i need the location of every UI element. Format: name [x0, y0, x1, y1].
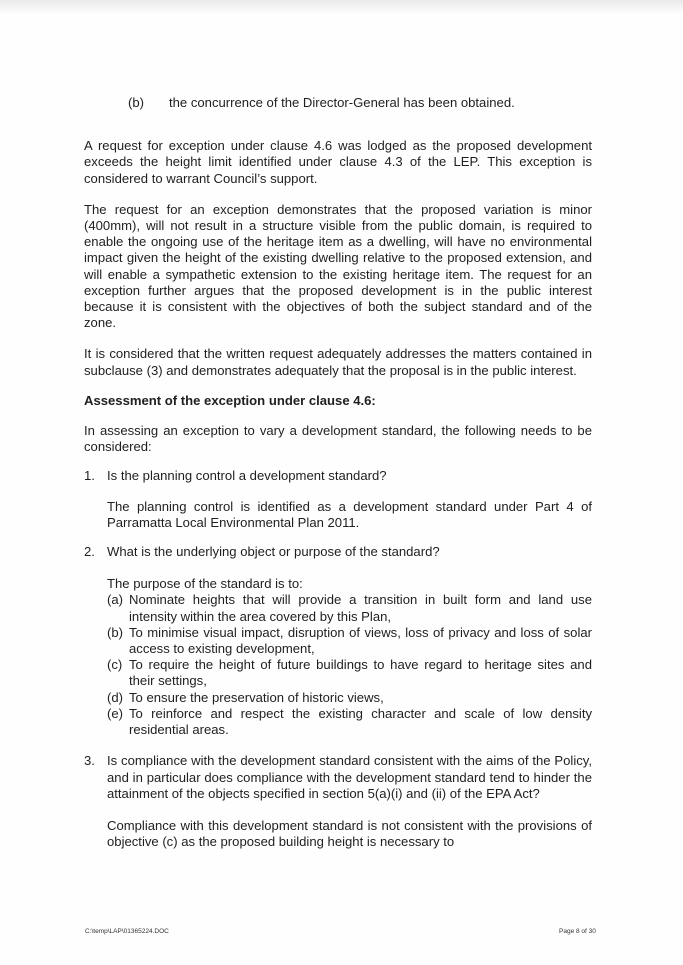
purpose-item-label: (e) — [107, 705, 124, 721]
question-3-answer: Compliance with this development standard is not consistent with the provisions of objective (c) as the proposed building height is necessary to — [107, 817, 592, 850]
paragraph-demonstration: The request for an exception demonstrates that the proposed variation is minor (400mm), will not result in a structure visible from the public domain, is required to enable the ongoing use of the heritage item as a dwelling, will have no environmental impact given the height of the existing dwelling relative to the proposed extension, and will enable a sympathetic extension to the existing heritage item. The request for an exception further argues that the proposed development is in the public interest because it is consistent with the objectives of both the subject standard and of the zone. — [84, 201, 592, 331]
purpose-item-text: To minimise visual impact, disruption of views, loss of privacy and loss of solar access to existing development, — [129, 624, 592, 657]
question-1-answer: The planning control is identified as a development standard under Part 4 of Parramatta Local Environmental Plan 2011. — [107, 498, 592, 530]
footer-file-path: C:\temp\LAP\01365224.DOC — [85, 928, 169, 935]
document-body — [84, 95, 592, 850]
scan-edge — [0, 0, 683, 14]
purpose-item-text: Nominate heights that will provide a transition in built form and land use intensity within the area covered by this Plan, — [129, 592, 592, 624]
purpose-item-label: (d) — [107, 689, 124, 705]
purpose-item-label: (a) — [107, 592, 124, 608]
purpose-item-text: To reinforce and respect the existing character and scale of low density residential areas. — [129, 705, 592, 738]
assessment-heading: Assessment of the exception under clause 4.6: — [84, 392, 376, 408]
paragraph-considered: It is considered that the written request adequately addresses the matters contained in subclause (3) and demonstrates adequately that the proposal is in the public interest. — [84, 346, 592, 378]
question-1 — [84, 468, 592, 484]
purpose-item-label: (b) — [107, 624, 124, 640]
purpose-item — [107, 592, 592, 624]
purpose-item — [107, 690, 592, 706]
assessment-intro: In assessing an exception to vary a development standard, the following needs to be considered: — [84, 423, 592, 455]
purpose-item — [107, 706, 592, 738]
footer-page-number: Page 8 of 30 — [559, 928, 596, 935]
question-2-text: What is the underlying object or purpose of the standard? — [107, 544, 440, 560]
question-3-text: Is compliance with the development standard consistent with the aims of the Policy, and in particular does compliance with the development standard tend to hinder the attainment of the objects specified in section 5(a)(i) and (ii) of the EPA Act? — [107, 753, 592, 801]
clause-b-text: the concurrence of the Director-General has been obtained. — [169, 95, 515, 110]
purpose-item-text: To require the height of future buildings to have regard to heritage sites and their settings, — [129, 657, 592, 689]
purpose-item-text: To ensure the preservation of historic views, — [129, 689, 384, 705]
question-2-number: 2. — [84, 544, 95, 560]
paragraph-request: A request for exception under clause 4.6 was lodged as the proposed development exceeds the height limit identified under clause 4.3 of the LEP. This exception is considered to warrant Council’s support. — [84, 138, 592, 186]
clause-b-label: (b) — [128, 95, 145, 110]
question-3-number: 3. — [84, 753, 95, 769]
question-3 — [84, 753, 592, 802]
purpose-item — [107, 625, 592, 657]
question-2 — [84, 544, 592, 560]
purpose-item-label: (c) — [107, 657, 123, 673]
question-1-number: 1. — [84, 468, 95, 484]
purpose-item — [107, 657, 592, 689]
question-1-text: Is the planning control a development standard? — [107, 468, 387, 484]
clause-b — [128, 95, 592, 111]
purpose-intro: The purpose of the standard is to: — [107, 576, 303, 592]
